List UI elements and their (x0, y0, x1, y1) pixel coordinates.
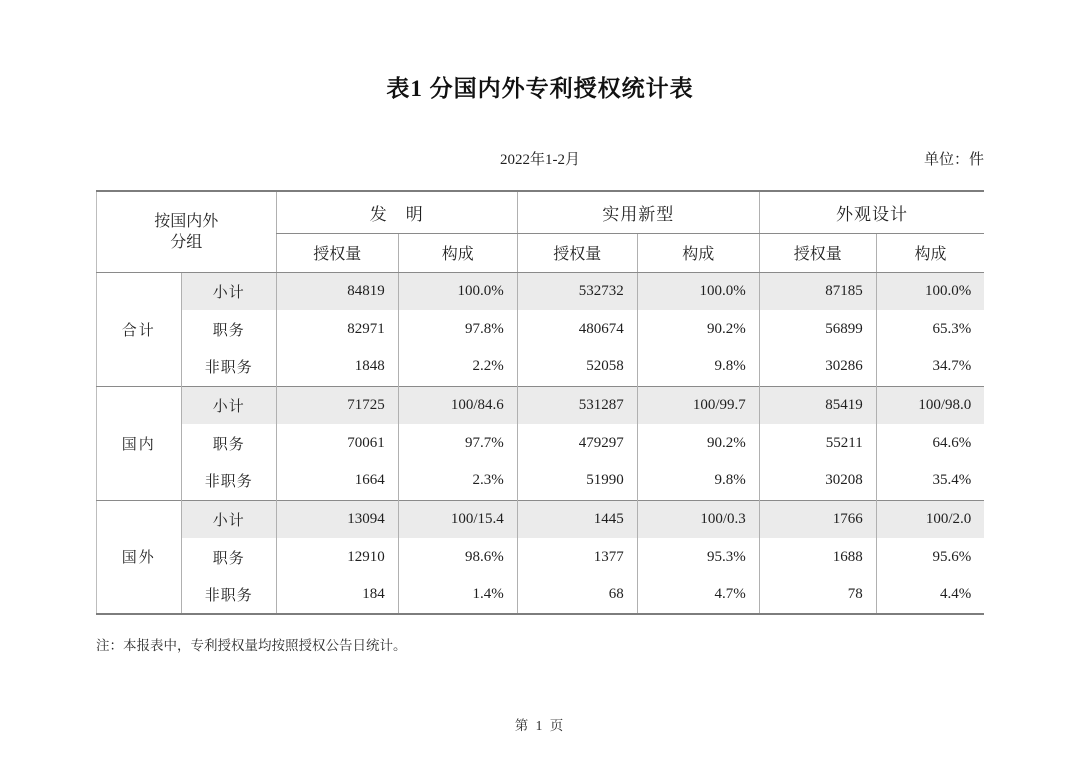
row-label-cell: 小计 (181, 272, 276, 310)
value-cell: 480674 (517, 310, 637, 348)
column-group-design: 外观设计 (759, 191, 984, 233)
value-cell: 100/99.7 (637, 386, 759, 424)
value-cell: 97.7% (398, 424, 517, 462)
table-meta-row (96, 148, 984, 168)
table-row (96, 538, 984, 576)
value-cell: 100.0% (637, 272, 759, 310)
value-cell: 82971 (276, 310, 398, 348)
value-cell: 100/2.0 (876, 500, 984, 538)
row-group-header-line1: 按国内外 (154, 212, 219, 230)
value-cell: 100/84.6 (398, 386, 517, 424)
value-cell: 2.3% (398, 462, 517, 500)
value-cell: 100/15.4 (398, 500, 517, 538)
page-title: 表1 分国内外专利授权统计表 (386, 76, 694, 101)
subheader-utility-grants: 授权量 (517, 233, 637, 272)
value-cell: 97.8% (398, 310, 517, 348)
value-cell: 65.3% (876, 310, 984, 348)
value-cell: 34.7% (876, 348, 984, 386)
value-cell: 30286 (759, 348, 876, 386)
value-cell: 100.0% (876, 272, 984, 310)
value-cell: 1688 (759, 538, 876, 576)
value-cell: 1766 (759, 500, 876, 538)
table-row (96, 272, 984, 310)
value-cell: 479297 (517, 424, 637, 462)
row-label-cell: 职务 (181, 310, 276, 348)
row-label-cell: 小计 (181, 386, 276, 424)
patent-grant-statistics-table (96, 190, 985, 615)
value-cell: 100/98.0 (876, 386, 984, 424)
table-row (96, 386, 984, 424)
value-cell: 95.6% (876, 538, 984, 576)
value-cell: 12910 (276, 538, 398, 576)
value-cell: 531287 (517, 386, 637, 424)
value-cell: 2.2% (398, 348, 517, 386)
value-cell: 78 (759, 576, 876, 614)
table-footnote: 注：本报表中，专利授权量均按照授权公告日统计。 (96, 638, 407, 653)
value-cell: 90.2% (637, 310, 759, 348)
value-cell: 9.8% (637, 462, 759, 500)
value-cell: 1377 (517, 538, 637, 576)
value-cell: 95.3% (637, 538, 759, 576)
table-row (96, 576, 984, 614)
value-cell: 100/0.3 (637, 500, 759, 538)
row-label-cell: 小计 (181, 500, 276, 538)
period-label: 2022年1-2月 (500, 152, 580, 168)
group-label-cell: 国外 (96, 500, 181, 614)
value-cell: 1848 (276, 348, 398, 386)
value-cell: 1445 (517, 500, 637, 538)
row-label-cell: 非职务 (181, 462, 276, 500)
table-row (96, 424, 984, 462)
group-label-cell: 合计 (96, 272, 181, 386)
value-cell: 85419 (759, 386, 876, 424)
value-cell: 184 (276, 576, 398, 614)
value-cell: 68 (517, 576, 637, 614)
value-cell: 64.6% (876, 424, 984, 462)
row-label-cell: 职务 (181, 424, 276, 462)
value-cell: 55211 (759, 424, 876, 462)
value-cell: 1664 (276, 462, 398, 500)
value-cell: 56899 (759, 310, 876, 348)
value-cell: 71725 (276, 386, 398, 424)
value-cell: 35.4% (876, 462, 984, 500)
table-row (96, 310, 984, 348)
table-row (96, 462, 984, 500)
subheader-utility-composition: 构成 (637, 233, 759, 272)
row-label-cell: 职务 (181, 538, 276, 576)
unit-label: 单位：件 (923, 152, 984, 168)
subheader-invention-grants: 授权量 (276, 233, 398, 272)
value-cell: 1.4% (398, 576, 517, 614)
row-group-header (96, 191, 276, 272)
table-row (96, 348, 984, 386)
row-label-cell: 非职务 (181, 348, 276, 386)
value-cell: 532732 (517, 272, 637, 310)
value-cell: 87185 (759, 272, 876, 310)
value-cell: 4.4% (876, 576, 984, 614)
value-cell: 70061 (276, 424, 398, 462)
row-label-cell: 非职务 (181, 576, 276, 614)
value-cell: 84819 (276, 272, 398, 310)
value-cell: 4.7% (637, 576, 759, 614)
column-group-invention: 发 明 (276, 191, 517, 233)
table-row (96, 500, 984, 538)
subheader-design-composition: 构成 (876, 233, 984, 272)
value-cell: 100.0% (398, 272, 517, 310)
value-cell: 30208 (759, 462, 876, 500)
row-group-header-line2: 分组 (170, 233, 203, 251)
value-cell: 52058 (517, 348, 637, 386)
subheader-design-grants: 授权量 (759, 233, 876, 272)
value-cell: 9.8% (637, 348, 759, 386)
page-number: 第 1 页 (514, 718, 566, 733)
value-cell: 13094 (276, 500, 398, 538)
subheader-invention-composition: 构成 (398, 233, 517, 272)
value-cell: 51990 (517, 462, 637, 500)
column-group-utility-model: 实用新型 (517, 191, 759, 233)
group-label-cell: 国内 (96, 386, 181, 500)
value-cell: 90.2% (637, 424, 759, 462)
value-cell: 98.6% (398, 538, 517, 576)
